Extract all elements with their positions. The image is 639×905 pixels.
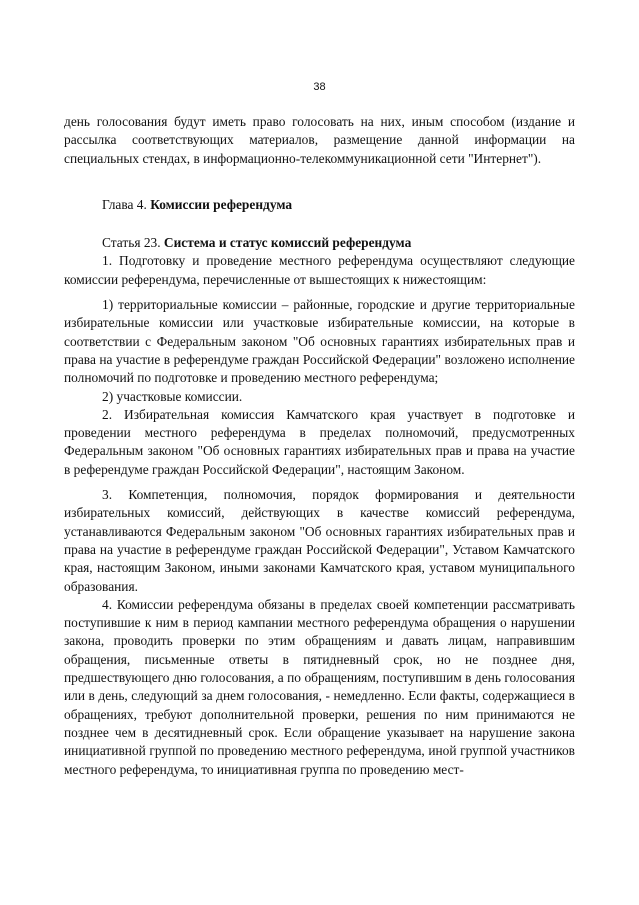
paragraph-2: 2. Избирательная комиссия Камчатского края участвует в подготовке и проведении местного референдума в пределах полномочий, предусмотренных Федеральным законом "Об основных гарантиях избирательных прав и права на участие в референдуме граждан Российской Федерации", настоящим Законом. (64, 406, 575, 477)
chapter-prefix: Глава 4. (102, 196, 151, 212)
paragraph-1-item-1: 1) территориальные комиссии – районные, городские и другие территориальные избирательные комиссии или участковые избирательные комиссии, на которые в соответствии с Федеральным законом "Об основных гарантиях избирательных прав и права на участие в референдуме граждан Российской Федерации" возложено исполнение полномочий по подготовке и проведению местного референдума; (64, 297, 575, 386)
page-number: 38 (313, 81, 326, 93)
document-body (64, 113, 575, 779)
paragraph-1: 1. Подготовку и проведение местного референдума осуществляют следующие комиссии референдума, перечисленные от вышестоящих к нижестоящим: (64, 253, 575, 287)
chapter-heading (64, 196, 575, 214)
paragraph-continuation: день голосования будут иметь право голосовать на них, иным способом (издание и рассылка соответствующих материалов, размещение данной информации на специальных стендах, в информационно-телекоммуникационной сети "Интернет"). (64, 114, 575, 166)
spacer (64, 479, 575, 486)
chapter-title: Комиссии референдума (150, 196, 293, 212)
spacer (64, 289, 575, 296)
article-heading (64, 234, 575, 252)
paragraph-3: 3. Компетенция, полномочия, порядок формирования и деятельности избирательных комиссий, действующих в качестве комиссий референдума, устанавливаются Федеральным законом "Об основных гарантиях избирательных прав и права на участие в референдуме граждан Российской Федерации", Уставом Камчатского края, настоящим Законом, иными законами Камчатского края, уставом муниципального образования. (64, 487, 575, 594)
paragraph-1-item-2: 2) участковые комиссии. (102, 388, 243, 404)
article-prefix: Статья 23. (102, 235, 164, 251)
spacer (64, 214, 575, 234)
paragraph-4: 4. Комиссии референдума обязаны в пределах своей компетенции рассматривать поступившие к ним в период кампании местного референдума обращения о нарушении закона, проводить проверки по этим обращениям и давать лицам, направившим обращения, письменные ответы в пятидневный срок, но не позднее дня, предшествующего дню голосования, а по обращениям, поступившим в день голосования или в день, следующий за днем голосования, - немедленно. Если факты, содержащиеся в обращениях, требуют дополнительной проверки, решения по ним принимаются не позднее чем в десятидневный срок. Если обращение указывает на нарушение закона инициативной группой по проведению местного референдума, иной группой участников местного референдума, то инициативная группа по проведению мест- (64, 596, 575, 777)
spacer (64, 168, 575, 196)
article-title: Система и статус комиссий референдума (163, 235, 412, 251)
